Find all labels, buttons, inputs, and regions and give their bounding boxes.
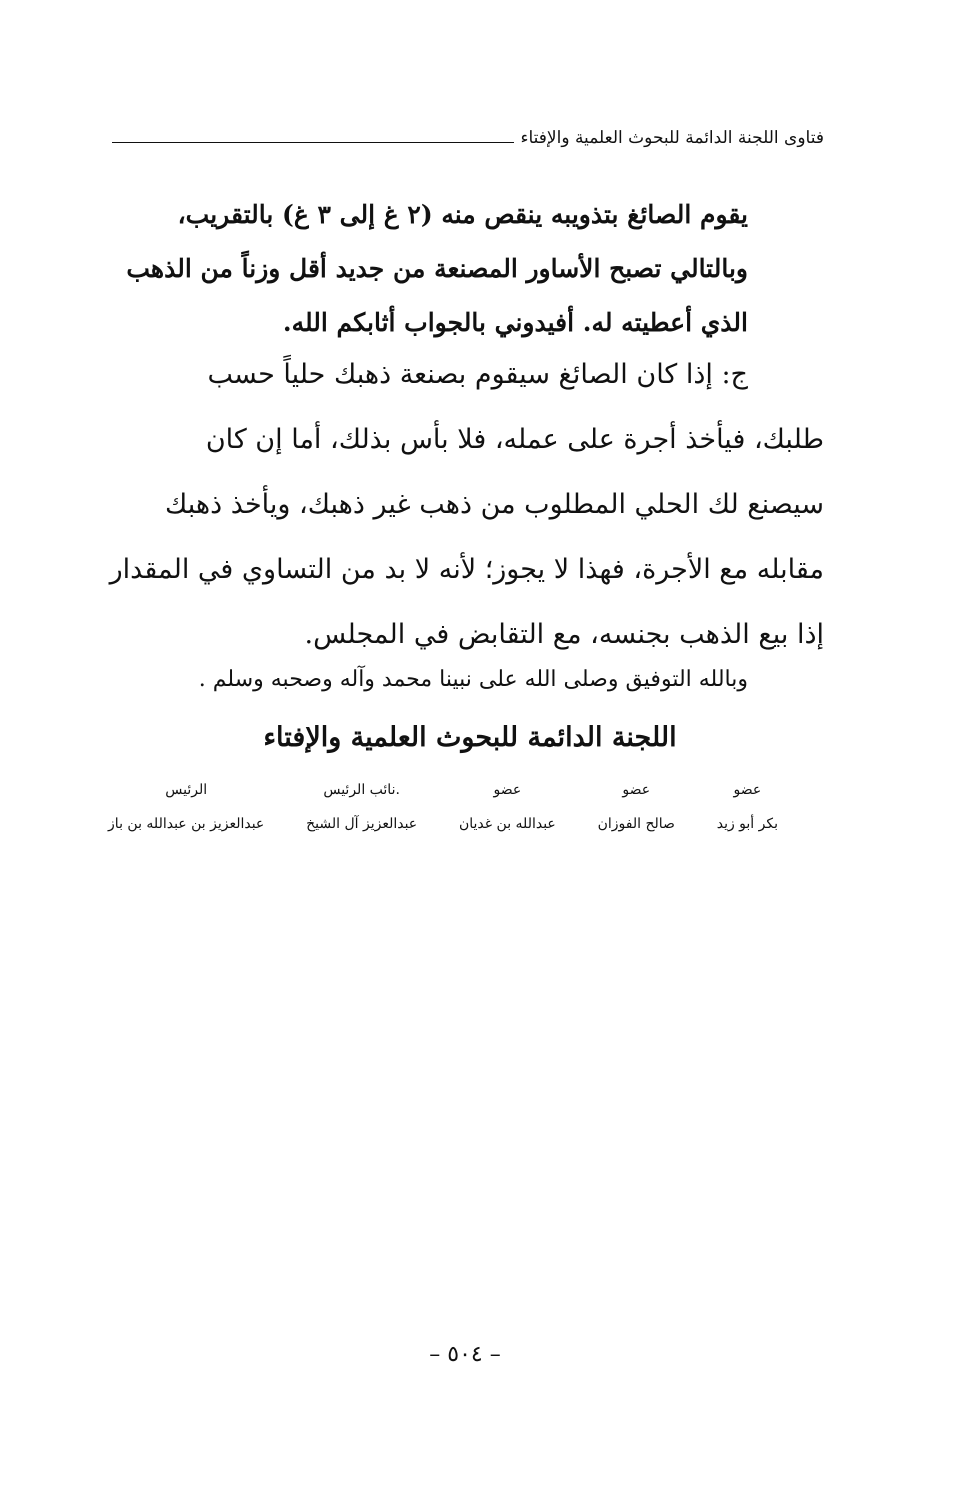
- signatory-role: عضو: [493, 782, 522, 798]
- question-line: يقوم الصائغ بتذويبه ينقص منه (٢ غ إلى ٣ غ) بالتقريب،: [177, 200, 748, 229]
- signatory-1: [717, 780, 778, 834]
- signatory-3: [459, 780, 556, 834]
- signatory-name: عبدالعزيز آل الشيخ: [306, 816, 418, 832]
- signatories: [108, 780, 778, 834]
- signatory-role: عضو: [733, 782, 762, 798]
- signatory-role: عضو: [622, 782, 651, 798]
- answer-text: [108, 342, 824, 667]
- signatory-2: [598, 780, 675, 834]
- question-line: الذي أعطيته له. أفيدوني بالجواب أثابكم الله.: [282, 308, 748, 337]
- question-text: [108, 188, 748, 350]
- running-header: [112, 120, 824, 156]
- committee-title: اللجنة الدائمة للبحوث العلمية والإفتاء: [263, 722, 677, 753]
- header-rule: [112, 142, 514, 143]
- signatory-name: عبدالله بن غديان: [458, 816, 556, 832]
- question-line: وبالتالي تصبح الأساور المصنعة من جديد أقل وزناً من الذهب: [126, 254, 748, 283]
- running-title: فتاوى اللجنة الدائمة للبحوث العلمية والإفتاء: [520, 128, 824, 148]
- signatory-4: [306, 780, 417, 834]
- page-number: – ٥٠٤ –: [429, 1342, 501, 1367]
- answer-line: سيصنع لك الحلي المطلوب من ذهب غير ذهبك، ويأخذ ذهبك: [165, 489, 824, 520]
- answer-line: ج: إذا كان الصائغ سيقوم بصنعة ذهبك حلياً حسب: [207, 359, 748, 390]
- signatory-name: بكر أبو زيد: [716, 816, 778, 832]
- answer-line: طلبك، فيأخذ أجرة على عمله، فلا بأس بذلك، أما إن كان: [205, 424, 824, 455]
- signatory-role: الرئيس: [165, 782, 208, 798]
- signatory-name: صالح الفوزان: [597, 816, 675, 832]
- closing-line: وبالله التوفيق وصلى الله على نبينا محمد وآله وصحبه وسلم .: [198, 667, 748, 692]
- answer-line: مقابله مع الأجرة، فهذا لا يجوز؛ لأنه لا بد من التساوي في المقدار: [109, 554, 824, 585]
- signatory-name: عبدالعزيز بن عبدالله بن باز: [108, 816, 265, 832]
- answer-line: إذا بيع الذهب بجنسه، مع التقابض في المجلس.: [304, 619, 824, 650]
- signatory-role: .نائب الرئيس: [323, 782, 400, 798]
- signatory-5: [108, 780, 264, 834]
